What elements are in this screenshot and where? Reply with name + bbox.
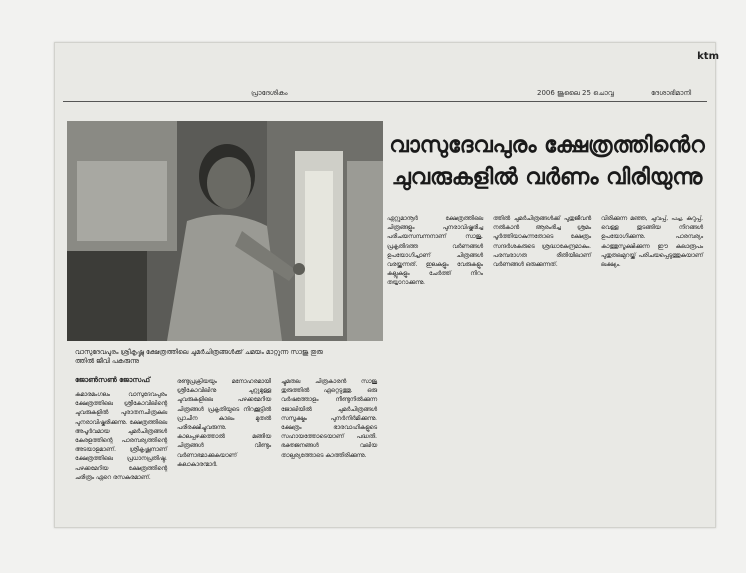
paper-name: ദേശാഭിമാനി [651, 89, 692, 97]
header-rule [63, 101, 707, 102]
caption-line-2: ത്തിൽ ജീവി പകരുന്നു [75, 357, 139, 365]
photo-caption [75, 348, 375, 366]
caption-line-1: വാസുദേവപുരം ശ്രീകൃഷ്ണ ക്ഷേത്രത്തിലെ ചുമർചിത്രങ്ങൾക്ക് ചമയം മാറ്റുന്ന സാജു തുരു [75, 348, 323, 356]
byline: ജോൺസൺ ജോസഫ് [75, 376, 150, 384]
column-lower-2: രണ്ടുപ്രക്രിയയും മനോഹരമായി ശ്രീകോവിലിനു ചുറ്റുമുള്ള ചുവരുകളിലെ പഴക്കമേറിയ ചിത്രങ്ങൾ പ്രകൃതിയുടെ നിറക്കൂട്ടിൽ പ്രാചീന കാലം മുതൽ പരിരക്ഷിച്ചുവരുന്നു. കാലപ്പഴക്കത്താൽ മങ്ങിയ ചിത്രങ്ങൾ വീണ്ടും വർണാഭമാക്കുകയാണ് കലാകാരന്മാർ. [177, 379, 271, 468]
newspaper-clipping [54, 42, 719, 528]
section-label: പ്രാദേശികം [251, 89, 288, 97]
column-upper-2: ത്തിൽ ചുമർചിത്രങ്ങൾക്ക് പുതുജീവൻ നൽകാൻ ആരംഭിച്ച ശ്രമം പൂർത്തിയാകുന്നതോടെ ക്ഷേത്രം സന്ദർശകരുടെ ശ്രദ്ധാകേന്ദ്രമാകും. പരമ്പരാഗത രീതിയിലാണ് വർണങ്ങൾ ഒരുക്കുന്നത്. [493, 216, 591, 269]
article-headline [387, 129, 707, 193]
column-lower-3: ച്ചുമതല ചിത്രകാരൻ സാജു തുരുത്തിൽ ഏറ്റെടുത്തു. ഒരു വർഷത്തോളം നീണ്ടുനിൽക്കുന്ന ജോലിയിൽ ചുമർചിത്രങ്ങൾ സസൂക്ഷ്മം പുനർനിർമിക്കുന്നു. ക്ഷേത്രം ഭാരവാഹികളുടെ സഹായത്തോടെയാണ് പദ്ധതി. ഭക്തജനങ്ങൾ വലിയ താല്പര്യത്തോടെ കാത്തിരിക്കുന്നു. [281, 379, 377, 459]
column-lower-1: കുമാരമംഗലം വാസുദേവപുരം ക്ഷേത്രത്തിലെ ശ്രീകോവിലിന്റെ ചുവരുകളിൽ പുരാതനചിത്രകല പുനരാവിഷ്കരിക്കുന്നു. ക്ഷേത്രത്തിലെ അപൂർവമായ ചുമർചിത്രങ്ങൾ കേരളത്തിന്റെ പാരമ്പര്യത്തിന്റെ അടയാളമാണ്. ശ്രീകൃഷ്ണനാണ് ക്ഷേത്രത്തിലെ പ്രധാനപ്രതിഷ്ഠ. പഴക്കമേറിയ ക്ഷേത്രത്തിന്റെ ചരിത്രം ഏറെ രസകരമാണ്. [75, 392, 167, 481]
brand-label: ktm [697, 51, 719, 62]
article-photo [67, 121, 383, 341]
column-upper-1: ഏറ്റുമാനൂർ ക്ഷേത്രത്തിലെ ചിത്രങ്ങളും പുനരാവിഷ്കരിച്ച പരിചയസമ്പന്നനാണ് സാജു. പ്രകൃതിദത്ത വർണങ്ങൾ ഉപയോഗിച്ചാണ് ചിത്രങ്ങൾ വരയ്ക്കുന്നത്. ഇലകളും വേരുകളും കല്ലുകളും ചേർത്ത് നിറം തയ്യാറാക്കുന്നു. [387, 216, 483, 287]
artist-painting-photo [67, 121, 383, 341]
column-upper-3: വിരിക്കുന്ന മഞ്ഞ, ചുവപ്പ്, പച്ച, കറുപ്പ്, വെള്ള തുടങ്ങിയ നിറങ്ങൾ ഉപയോഗിക്കുന്നു. പാരമ്പര്യം കാത്തുസൂക്ഷിക്കുന്ന ഈ കലാരൂപം പുതുതലമുറയ്ക്ക് പരിചയപ്പെടുത്തുകയാണ് ലക്ഷ്യം. [601, 216, 703, 269]
headline-line-1: വാസുദേവപുരം ക്ഷേത്രത്തിൻെറ [389, 132, 705, 158]
headline-line-2: ചുവരുകളിൽ വർണം വിരിയുന്നു [391, 164, 703, 190]
issue-date: 2006 ജൂലൈ 25 ചൊവ്വ [537, 89, 614, 97]
